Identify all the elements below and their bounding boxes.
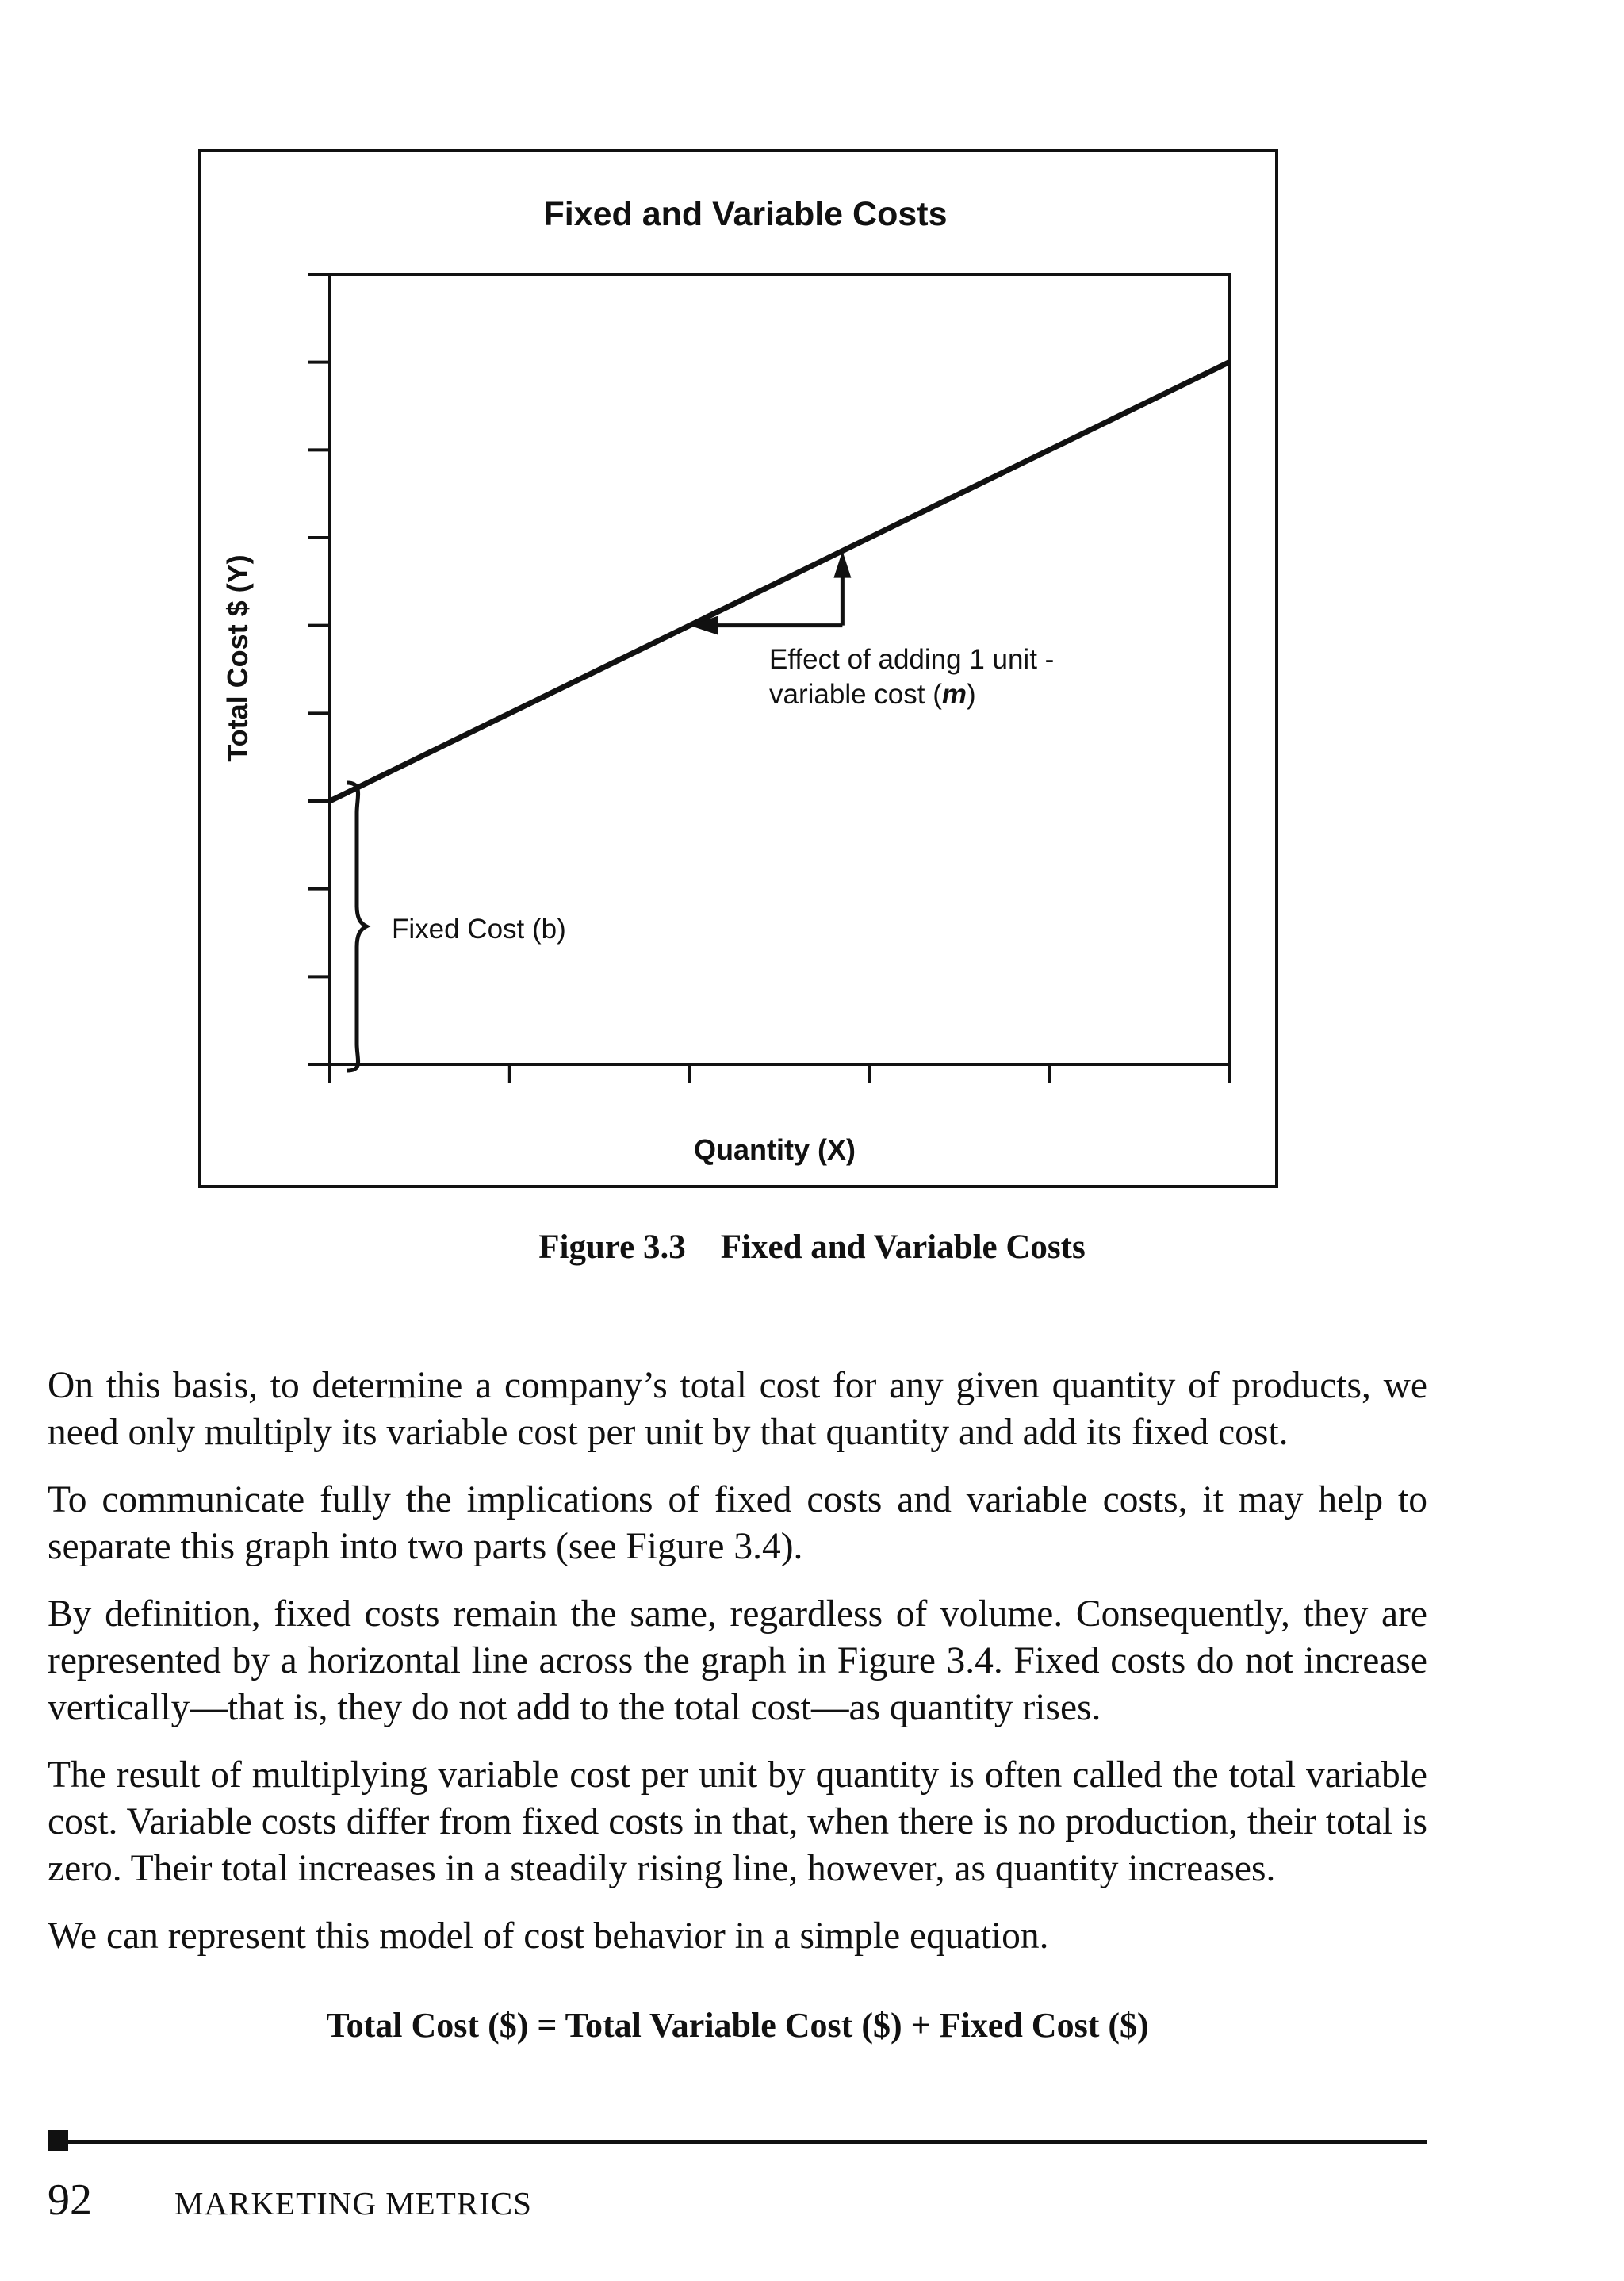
chart-title: Fixed and Variable Costs [543,195,948,233]
figure-caption [0,1228,1624,1267]
total-cost-line [330,362,1229,801]
figure-number: Figure 3.3 [538,1229,686,1266]
cost-equation: Total Cost ($) = Total Variable Cost ($) + Fixed Cost ($) [326,2006,1149,2045]
variable-cost-label-line2: variable cost (m) [769,679,976,710]
paragraph: By definition, fixed costs remain the same, regardless of volume. Consequently, they are represented by a horizontal line across the graph in Figure 3.4. Fixed costs do not increase vertically—that is, they do not add to the total cost—as quantity rises. [48,1593,1427,1728]
slope-symbol-m: m [941,679,967,710]
paragraph: On this basis, to determine a company’s total cost for any given quantity of products, we need only multiply its variable cost per unit by that quantity and add its fixed cost. [48,1365,1427,1453]
paragraph: We can represent this model of cost behavior in a simple equation. [48,1915,1049,1957]
x-axis-label: Quantity (X) [694,1133,856,1166]
fixed-cost-brace [347,783,366,1071]
running-head: MARKETING METRICS [174,2185,532,2222]
body-text [48,1363,1427,1980]
x-axis-ticks [330,1064,1229,1083]
figure-title: Fixed and Variable Costs [720,1229,1086,1266]
paragraph: To communicate fully the implications of fixed costs and variable costs, it may help to separate this graph into two parts (see Figure 3.4). [48,1479,1427,1567]
y-axis-label: Total Cost $ (Y) [221,554,254,762]
series-layer [330,362,1229,801]
variable-cost-label-line1: Effect of adding 1 unit - [769,644,1055,675]
page-number: 92 [48,2176,92,2225]
y-axis-ticks [308,274,330,1064]
paragraph: The result of multiplying variable cost per unit by quantity is often called the total variable cost. Variable costs differ from fixed costs in that, when there is no production, their total is zero. Their total increases in a steadily rising line, however, as quantity increases. [48,1754,1427,1889]
fixed-cost-label: Fixed Cost (b) [392,914,566,945]
footer-rule [48,2140,1427,2144]
